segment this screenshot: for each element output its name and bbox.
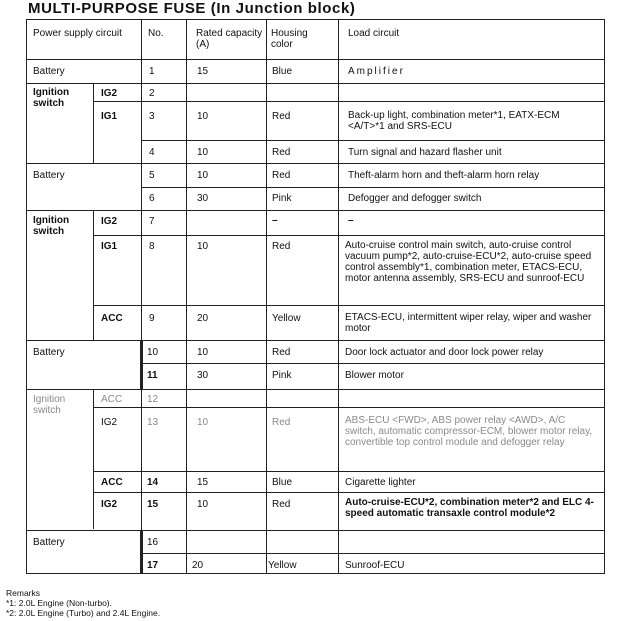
housing-color: Red: [272, 241, 291, 252]
rated-capacity: 10: [197, 111, 209, 122]
circuit-sub: ACC: [101, 477, 123, 488]
fuse-no: 5: [149, 170, 155, 181]
circuit-sub: IG2: [101, 88, 118, 99]
group-label-ignition: Ignition switch: [33, 394, 66, 416]
fuse-no: 7: [149, 216, 155, 227]
housing-color: Blue: [272, 66, 293, 77]
housing-color: Pink: [272, 193, 292, 204]
fuse-no: 4: [149, 147, 155, 158]
rated-capacity: 10: [197, 170, 209, 181]
fuse-no: 2: [149, 88, 155, 99]
table-border: [26, 19, 27, 574]
load-circuit: Auto-cruise control main switch, auto-cruise control vacuum pump*2, auto-cruise-ECU*2, auto-cruise speed control assembly*1, combination meter, ETACS-ECU, motor antenna assembly, SRS-ECU and sunroof-ECU: [345, 240, 592, 284]
rated-capacity: 15: [197, 66, 209, 77]
circuit-sub: IG2: [101, 499, 118, 510]
rated-capacity: 10: [197, 241, 209, 252]
remarks-heading: Remarks: [6, 588, 41, 598]
load-circuit: Blower motor: [345, 370, 404, 381]
group-label-battery: Battery: [33, 537, 65, 548]
group-label-battery: Battery: [33, 66, 65, 77]
header-rated-capacity: Rated capacity (A): [196, 28, 263, 50]
housing-color: Pink: [272, 370, 292, 381]
housing-color: Red: [272, 417, 291, 428]
fuse-no: 8: [149, 241, 155, 252]
rated-capacity: 10: [197, 347, 209, 358]
fuse-no: 16: [147, 537, 159, 548]
circuit-sub: ACC: [101, 313, 123, 324]
group-label-ignition: Ignition switch: [33, 87, 70, 109]
load-circuit: Theft-alarm horn and theft-alarm horn relay: [348, 170, 540, 181]
group-label-battery: Battery: [33, 347, 65, 358]
fuse-no: 6: [149, 193, 155, 204]
circuit-sub: IG1: [101, 111, 118, 122]
housing-color: Yellow: [268, 560, 297, 571]
fuse-no: 12: [147, 394, 159, 405]
table-border: [604, 19, 605, 574]
remark-note-1: *1: 2.0L Engine (Non-turbo).: [6, 598, 112, 608]
header-housing-color: Housing color: [271, 28, 308, 50]
housing-color: –: [272, 215, 278, 226]
load-circuit: ABS-ECU <FWD>, ABS power relay <AWD>, A/C switch, automatic compressor-ECM, blower motor relay, convertible top control module and defogger relay: [345, 415, 593, 448]
load-circuit: Auto-cruise-ECU*2, combination meter*2 and ELC 4-speed automatic transaxle control module*2: [345, 497, 594, 519]
load-circuit: –: [348, 215, 354, 226]
load-circuit: Back-up light, combination meter*1, EATX-ECM <A/T>*1 and SRS-ECU: [348, 110, 560, 132]
rated-capacity: 30: [197, 193, 209, 204]
load-circuit: Defogger and defogger switch: [348, 193, 482, 204]
circuit-sub: IG2: [101, 417, 118, 428]
group-label-ignition: Ignition switch: [33, 215, 70, 237]
group-label-battery: Battery: [33, 170, 65, 181]
housing-color: Red: [272, 111, 291, 122]
housing-color: Red: [272, 499, 291, 510]
table-border: [26, 19, 605, 20]
housing-color: Blue: [272, 477, 293, 488]
fuse-no: 9: [149, 313, 155, 324]
rated-capacity: 10: [197, 499, 209, 510]
header-no: No.: [148, 28, 164, 39]
fuse-no: 13: [147, 417, 159, 428]
rated-capacity: 20: [197, 313, 209, 324]
remarks: [6, 588, 160, 618]
housing-color: Red: [272, 170, 291, 181]
table-border: [26, 573, 605, 574]
circuit-sub: IG1: [101, 241, 118, 252]
rated-capacity: 30: [197, 370, 209, 381]
circuit-sub: ACC: [101, 394, 123, 405]
load-circuit: Sunroof-ECU: [345, 560, 405, 571]
header-load-circuit: Load circuit: [348, 28, 400, 39]
load-circuit: Turn signal and hazard flasher unit: [348, 147, 502, 158]
rated-capacity: 10: [197, 147, 209, 158]
load-circuit: Door lock actuator and door lock power relay: [345, 347, 544, 358]
load-circuit: ETACS-ECU, intermittent wiper relay, wiper and washer motor: [345, 312, 592, 334]
remark-note-2: *2: 2.0L Engine (Turbo) and 2.4L Engine.: [6, 608, 161, 618]
housing-color: Red: [272, 347, 291, 358]
fuse-no: 14: [147, 477, 159, 488]
load-circuit: Amplifier: [348, 66, 405, 77]
housing-color: Red: [272, 147, 291, 158]
header-power-supply: Power supply circuit: [33, 28, 122, 39]
page-title: MULTI-PURPOSE FUSE (In Junction block): [28, 0, 356, 17]
rated-capacity: 10: [197, 417, 209, 428]
fuse-no: 1: [149, 66, 155, 77]
load-circuit: Cigarette lighter: [345, 477, 416, 488]
fuse-no: 10: [147, 347, 159, 358]
fuse-no: 11: [147, 370, 158, 381]
fuse-no: 17: [147, 560, 159, 571]
fuse-no: 15: [147, 499, 159, 510]
housing-color: Yellow: [272, 313, 301, 324]
circuit-sub: IG2: [101, 216, 118, 227]
fuse-no: 3: [149, 111, 155, 122]
rated-capacity: 20: [192, 560, 204, 571]
rated-capacity: 15: [197, 477, 209, 488]
